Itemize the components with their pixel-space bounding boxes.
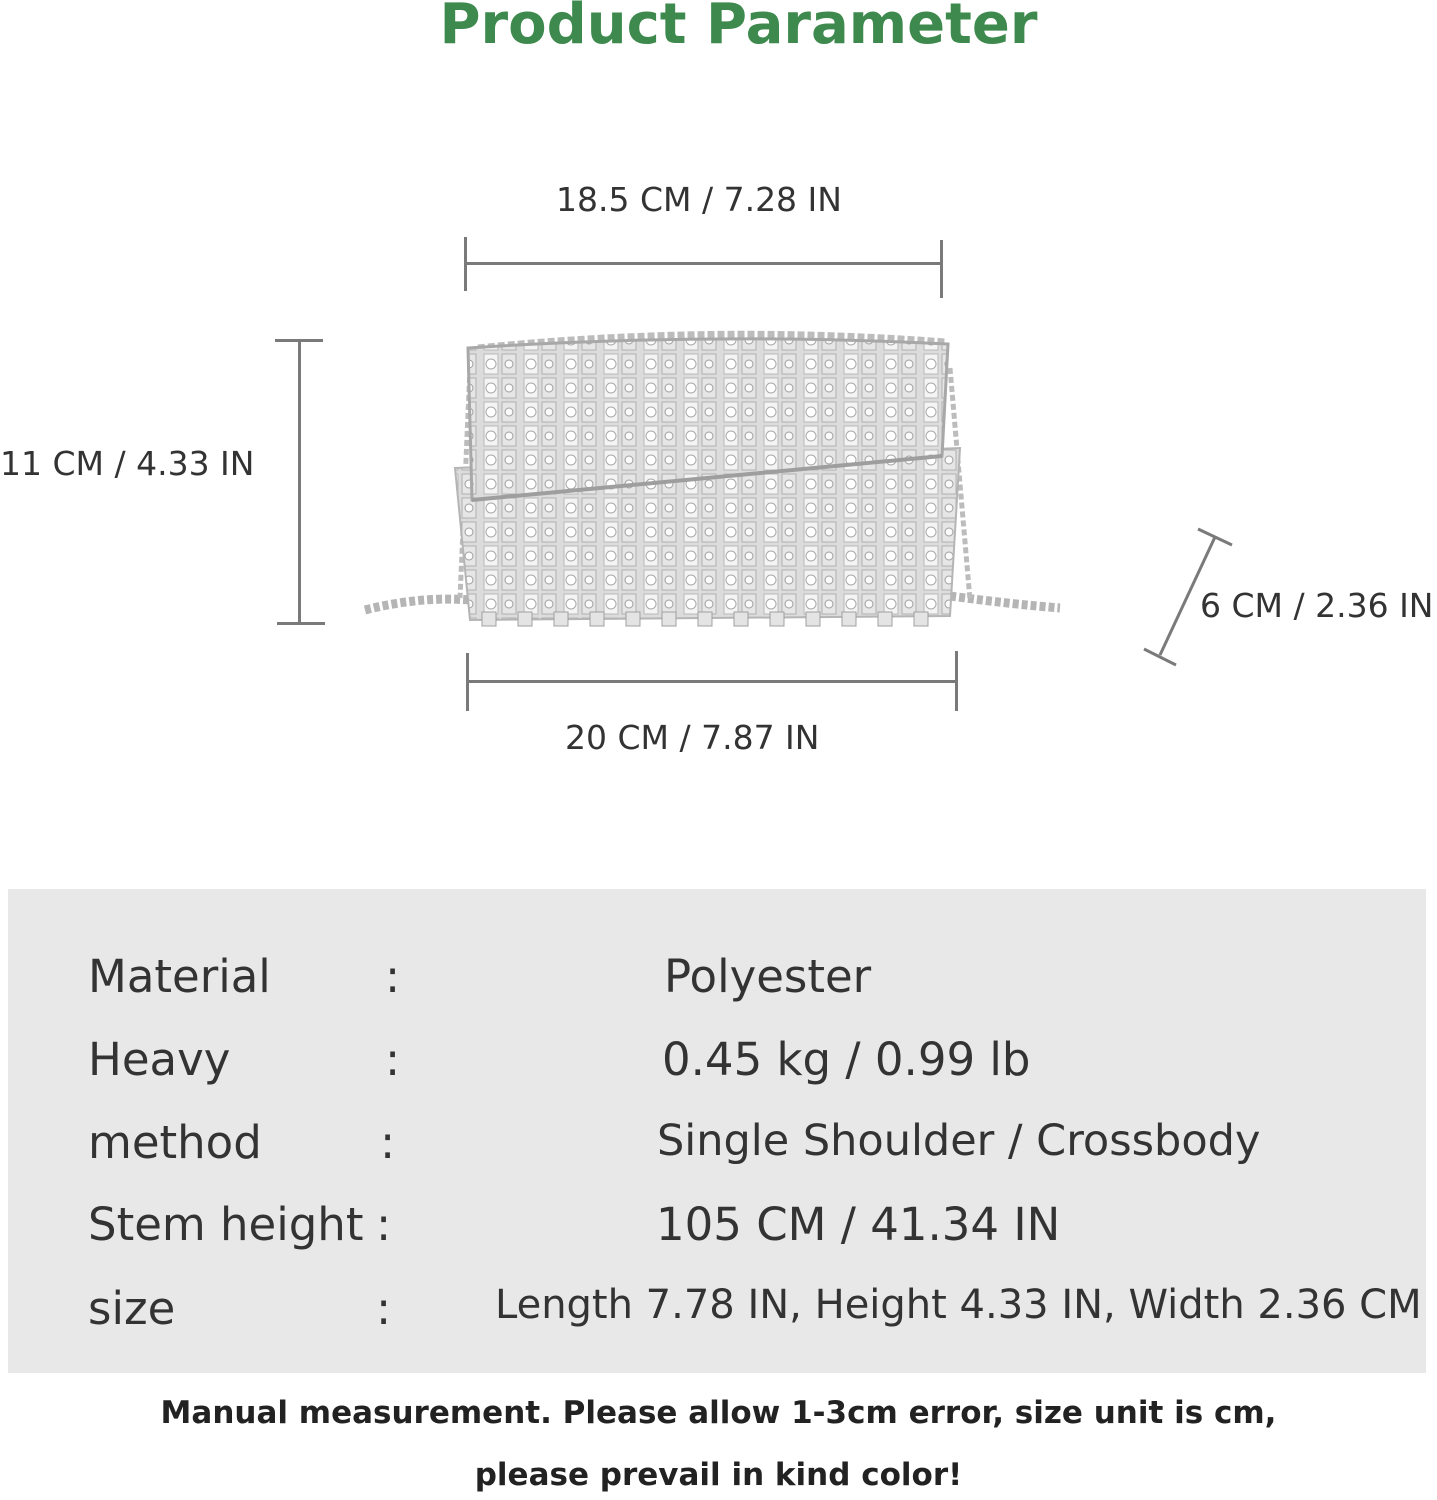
measurement-note-line1: Manual measurement. Please allow 1-3cm error, size unit is cm,: [160, 1395, 1277, 1431]
spec-value: Polyester: [664, 950, 872, 1003]
spec-row-heavy: [0, 1033, 1437, 1093]
bottom-width-line: [468, 680, 958, 683]
product-image: [360, 328, 1065, 638]
spec-value: Single Shoulder / Crossbody: [657, 1116, 1261, 1166]
spec-value: 105 CM / 41.34 IN: [656, 1198, 1061, 1251]
height-cap-bottom: [277, 622, 325, 625]
bottom-width-cap-right: [955, 651, 958, 711]
spec-colon: :: [376, 1282, 392, 1335]
spec-row-size: [0, 1282, 1437, 1342]
rhinestone-clutch-bag-icon: [360, 328, 1065, 638]
spec-colon: :: [385, 1033, 401, 1086]
spec-label: Stem height: [88, 1198, 364, 1251]
spec-value: Length 7.78 IN, Height 4.33 IN, Width 2.36 CM: [495, 1282, 1422, 1328]
height-label: 11 CM / 4.33 IN: [0, 444, 255, 483]
spec-colon: :: [380, 1116, 396, 1169]
spec-value: 0.45 kg / 0.99 lb: [662, 1033, 1031, 1086]
spec-row-stem-height: [0, 1198, 1437, 1258]
top-width-label: 18.5 CM / 7.28 IN: [556, 180, 842, 219]
spec-row-method: [0, 1116, 1437, 1176]
spec-colon: :: [385, 950, 401, 1003]
height-line: [298, 340, 301, 625]
spec-label: size: [88, 1282, 176, 1335]
spec-label: Heavy: [88, 1033, 231, 1086]
spec-label: Material: [88, 950, 271, 1003]
page-title: Product Parameter: [439, 0, 1038, 57]
top-width-line: [465, 262, 943, 265]
top-width-cap-left: [464, 237, 467, 291]
depth-label: 6 CM / 2.36 IN: [1200, 586, 1434, 625]
spec-colon: :: [376, 1198, 392, 1251]
top-width-cap-right: [940, 240, 943, 298]
bottom-width-label: 20 CM / 7.87 IN: [565, 718, 820, 757]
bottom-width-cap-left: [466, 653, 469, 711]
measurement-note-line2: please prevail in kind color!: [474, 1457, 963, 1493]
height-cap-top: [275, 339, 323, 342]
spec-row-material: [0, 950, 1437, 1010]
spec-label: method: [88, 1116, 262, 1169]
